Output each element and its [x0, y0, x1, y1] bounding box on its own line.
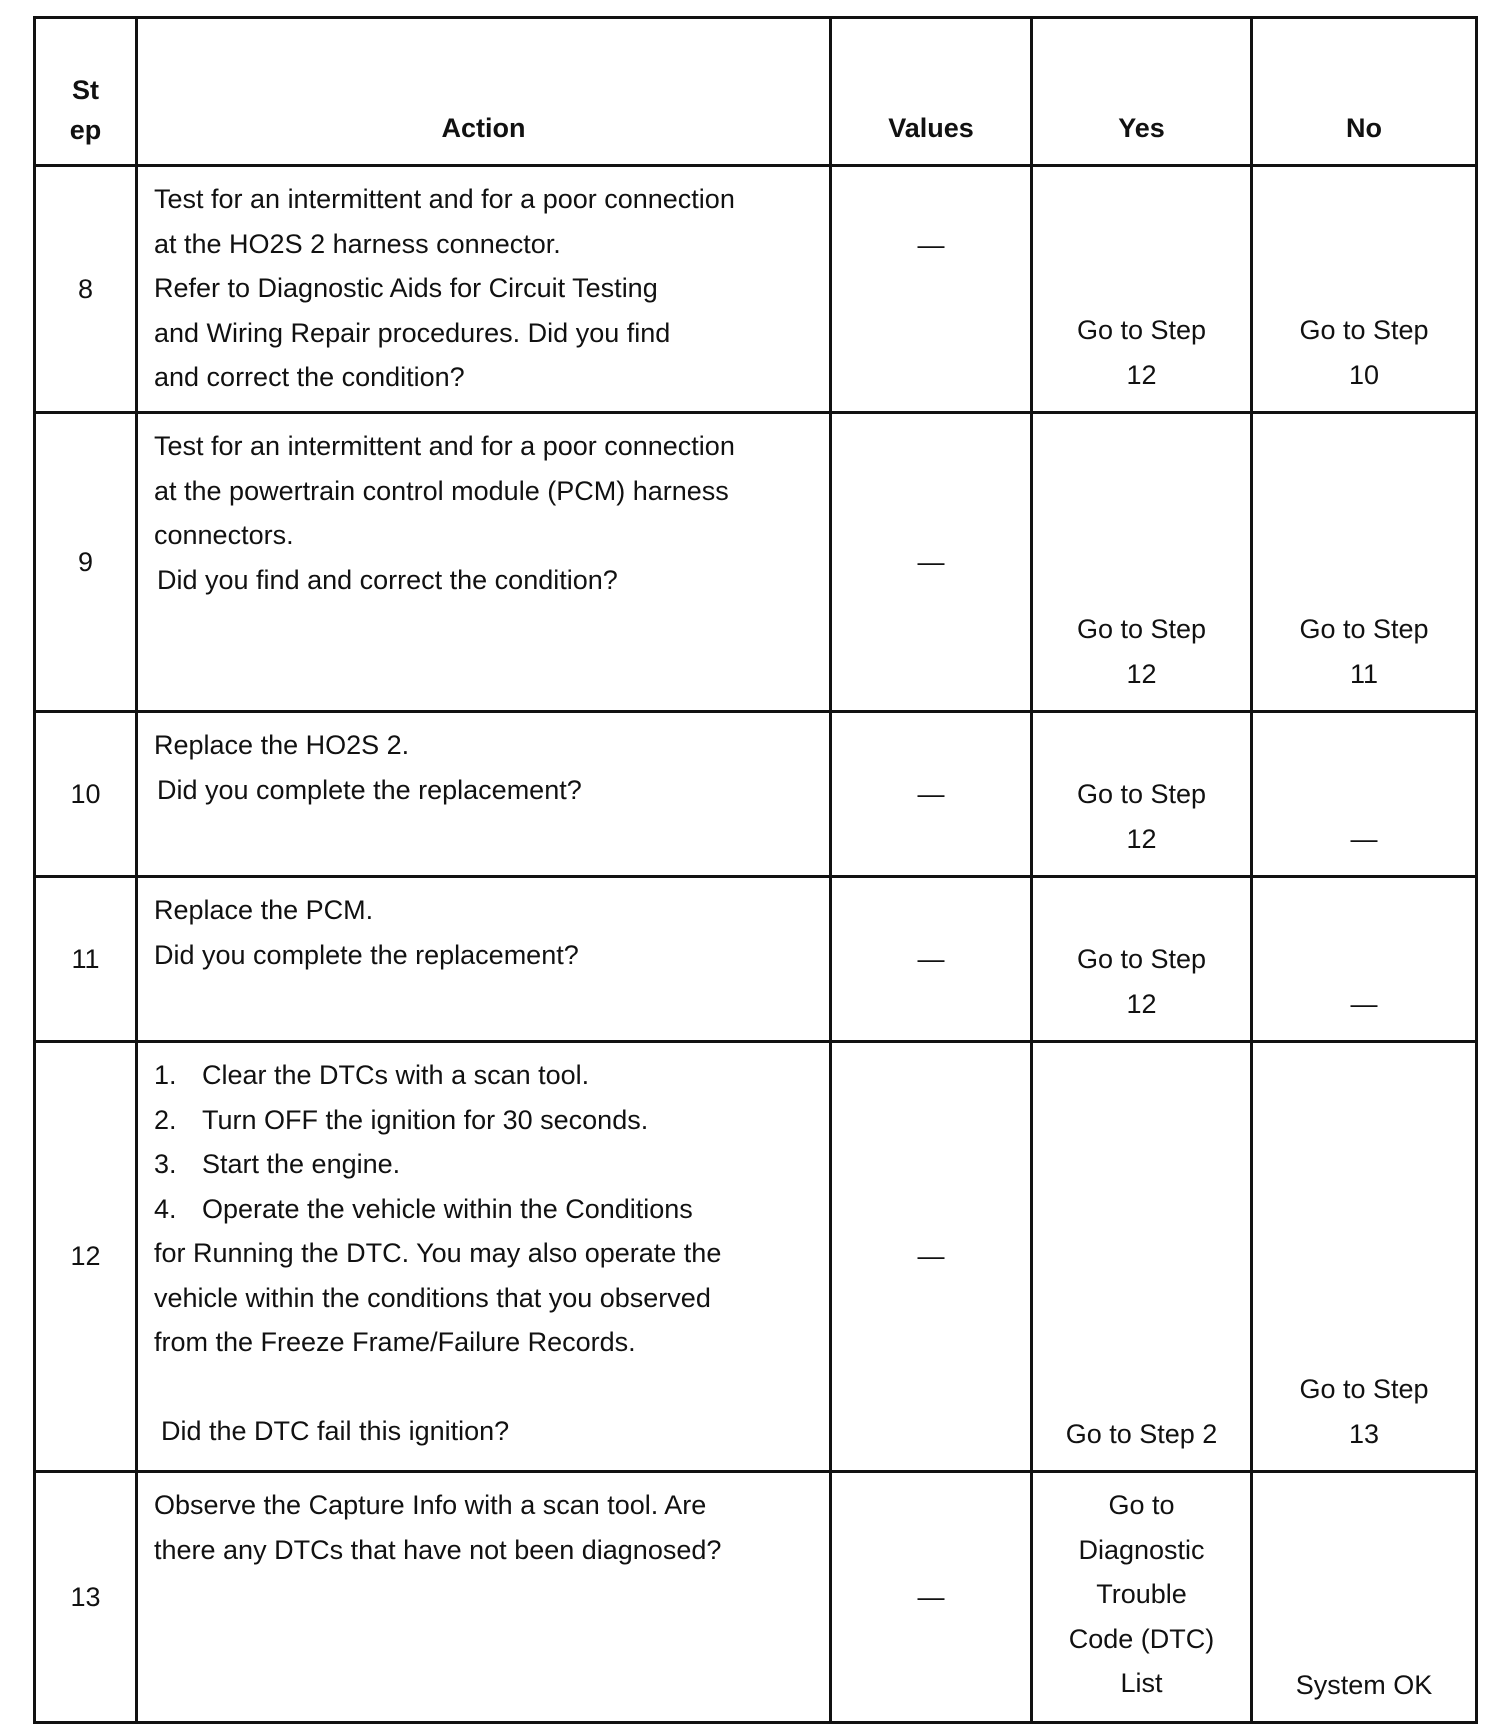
table-row — [35, 877, 1477, 1042]
action-line: connectors. — [154, 520, 294, 550]
step-number: 13 — [35, 1472, 137, 1723]
header-no: No — [1252, 18, 1477, 166]
yes-cell: Go to Step 12 — [1032, 877, 1252, 1042]
yes-cell: Go to Step 12 — [1032, 413, 1252, 712]
yes-cell: Go to Diagnostic Trouble Code (DTC) List — [1032, 1472, 1252, 1723]
values-cell: — — [831, 413, 1032, 712]
no-cell: Go to Step 10 — [1252, 166, 1477, 413]
values-cell: — — [831, 166, 1032, 413]
diagnostic-table — [33, 16, 1478, 1724]
action-line: Did you find and correct the condition? — [157, 564, 618, 595]
header-values: Values — [831, 18, 1032, 166]
action-line: Refer to Diagnostic Aids for Circuit Testing — [154, 273, 658, 303]
action-cell — [137, 1472, 831, 1723]
values-cell: — — [831, 1472, 1032, 1723]
table-row — [35, 166, 1477, 413]
no-cell: — — [1252, 877, 1477, 1042]
action-line: Replace the PCM. — [154, 895, 374, 925]
table-row — [35, 712, 1477, 877]
table-row — [35, 413, 1477, 712]
numbered-item: 3. Start the engine. — [154, 1149, 401, 1179]
header-action: Action — [137, 18, 831, 166]
action-line: vehicle within the conditions that you observed — [154, 1282, 711, 1313]
action-line: Did the DTC fail this ignition? — [161, 1416, 510, 1446]
numbered-item: 2. Turn OFF the ignition for 30 seconds. — [154, 1104, 649, 1135]
no-cell: Go to Step 13 — [1252, 1042, 1477, 1472]
action-line: at the powertrain control module (PCM) harness — [154, 475, 729, 506]
action-line: for Running the DTC. You may also operate the — [154, 1238, 722, 1268]
action-line: and correct the condition? — [154, 362, 465, 392]
action-cell — [137, 413, 831, 712]
action-line: Replace the HO2S 2. — [154, 730, 410, 760]
action-cell — [137, 877, 831, 1042]
header-yes: Yes — [1032, 18, 1252, 166]
action-line: Test for an intermittent and for a poor connection — [154, 184, 735, 214]
step-number: 8 — [35, 166, 137, 413]
header-row — [35, 18, 1477, 166]
values-cell: — — [831, 877, 1032, 1042]
action-line: from the Freeze Frame/Failure Records. — [154, 1327, 636, 1357]
header-step: St ep — [35, 18, 137, 166]
no-cell: — — [1252, 712, 1477, 877]
no-cell: Go to Step 11 — [1252, 413, 1477, 712]
yes-cell: Go to Step 12 — [1032, 712, 1252, 877]
action-line: at the HO2S 2 harness connector. — [154, 228, 561, 259]
step-number: 12 — [35, 1042, 137, 1472]
values-cell: — — [831, 1042, 1032, 1472]
step-number: 11 — [35, 877, 137, 1042]
yes-cell: Go to Step 12 — [1032, 166, 1252, 413]
values-cell: — — [831, 712, 1032, 877]
step-number: 10 — [35, 712, 137, 877]
action-line: there any DTCs that have not been diagnosed? — [154, 1534, 722, 1565]
action-cell — [137, 712, 831, 877]
numbered-item: 4. Operate the vehicle within the Conditions — [154, 1193, 693, 1224]
action-line: Observe the Capture Info with a scan tool. Are — [154, 1490, 707, 1520]
action-cell — [137, 166, 831, 413]
action-line: and Wiring Repair procedures. Did you find — [154, 317, 671, 348]
action-line: Did you complete the replacement? — [154, 939, 579, 970]
table-row — [35, 1042, 1477, 1472]
step-number: 9 — [35, 413, 137, 712]
table-row — [35, 1472, 1477, 1723]
action-cell — [137, 1042, 831, 1472]
no-cell: System OK — [1252, 1472, 1477, 1723]
numbered-item: 1. Clear the DTCs with a scan tool. — [154, 1060, 590, 1090]
yes-cell: Go to Step 2 — [1032, 1042, 1252, 1472]
action-line: Did you complete the replacement? — [157, 774, 582, 805]
action-line: Test for an intermittent and for a poor connection — [154, 431, 735, 461]
